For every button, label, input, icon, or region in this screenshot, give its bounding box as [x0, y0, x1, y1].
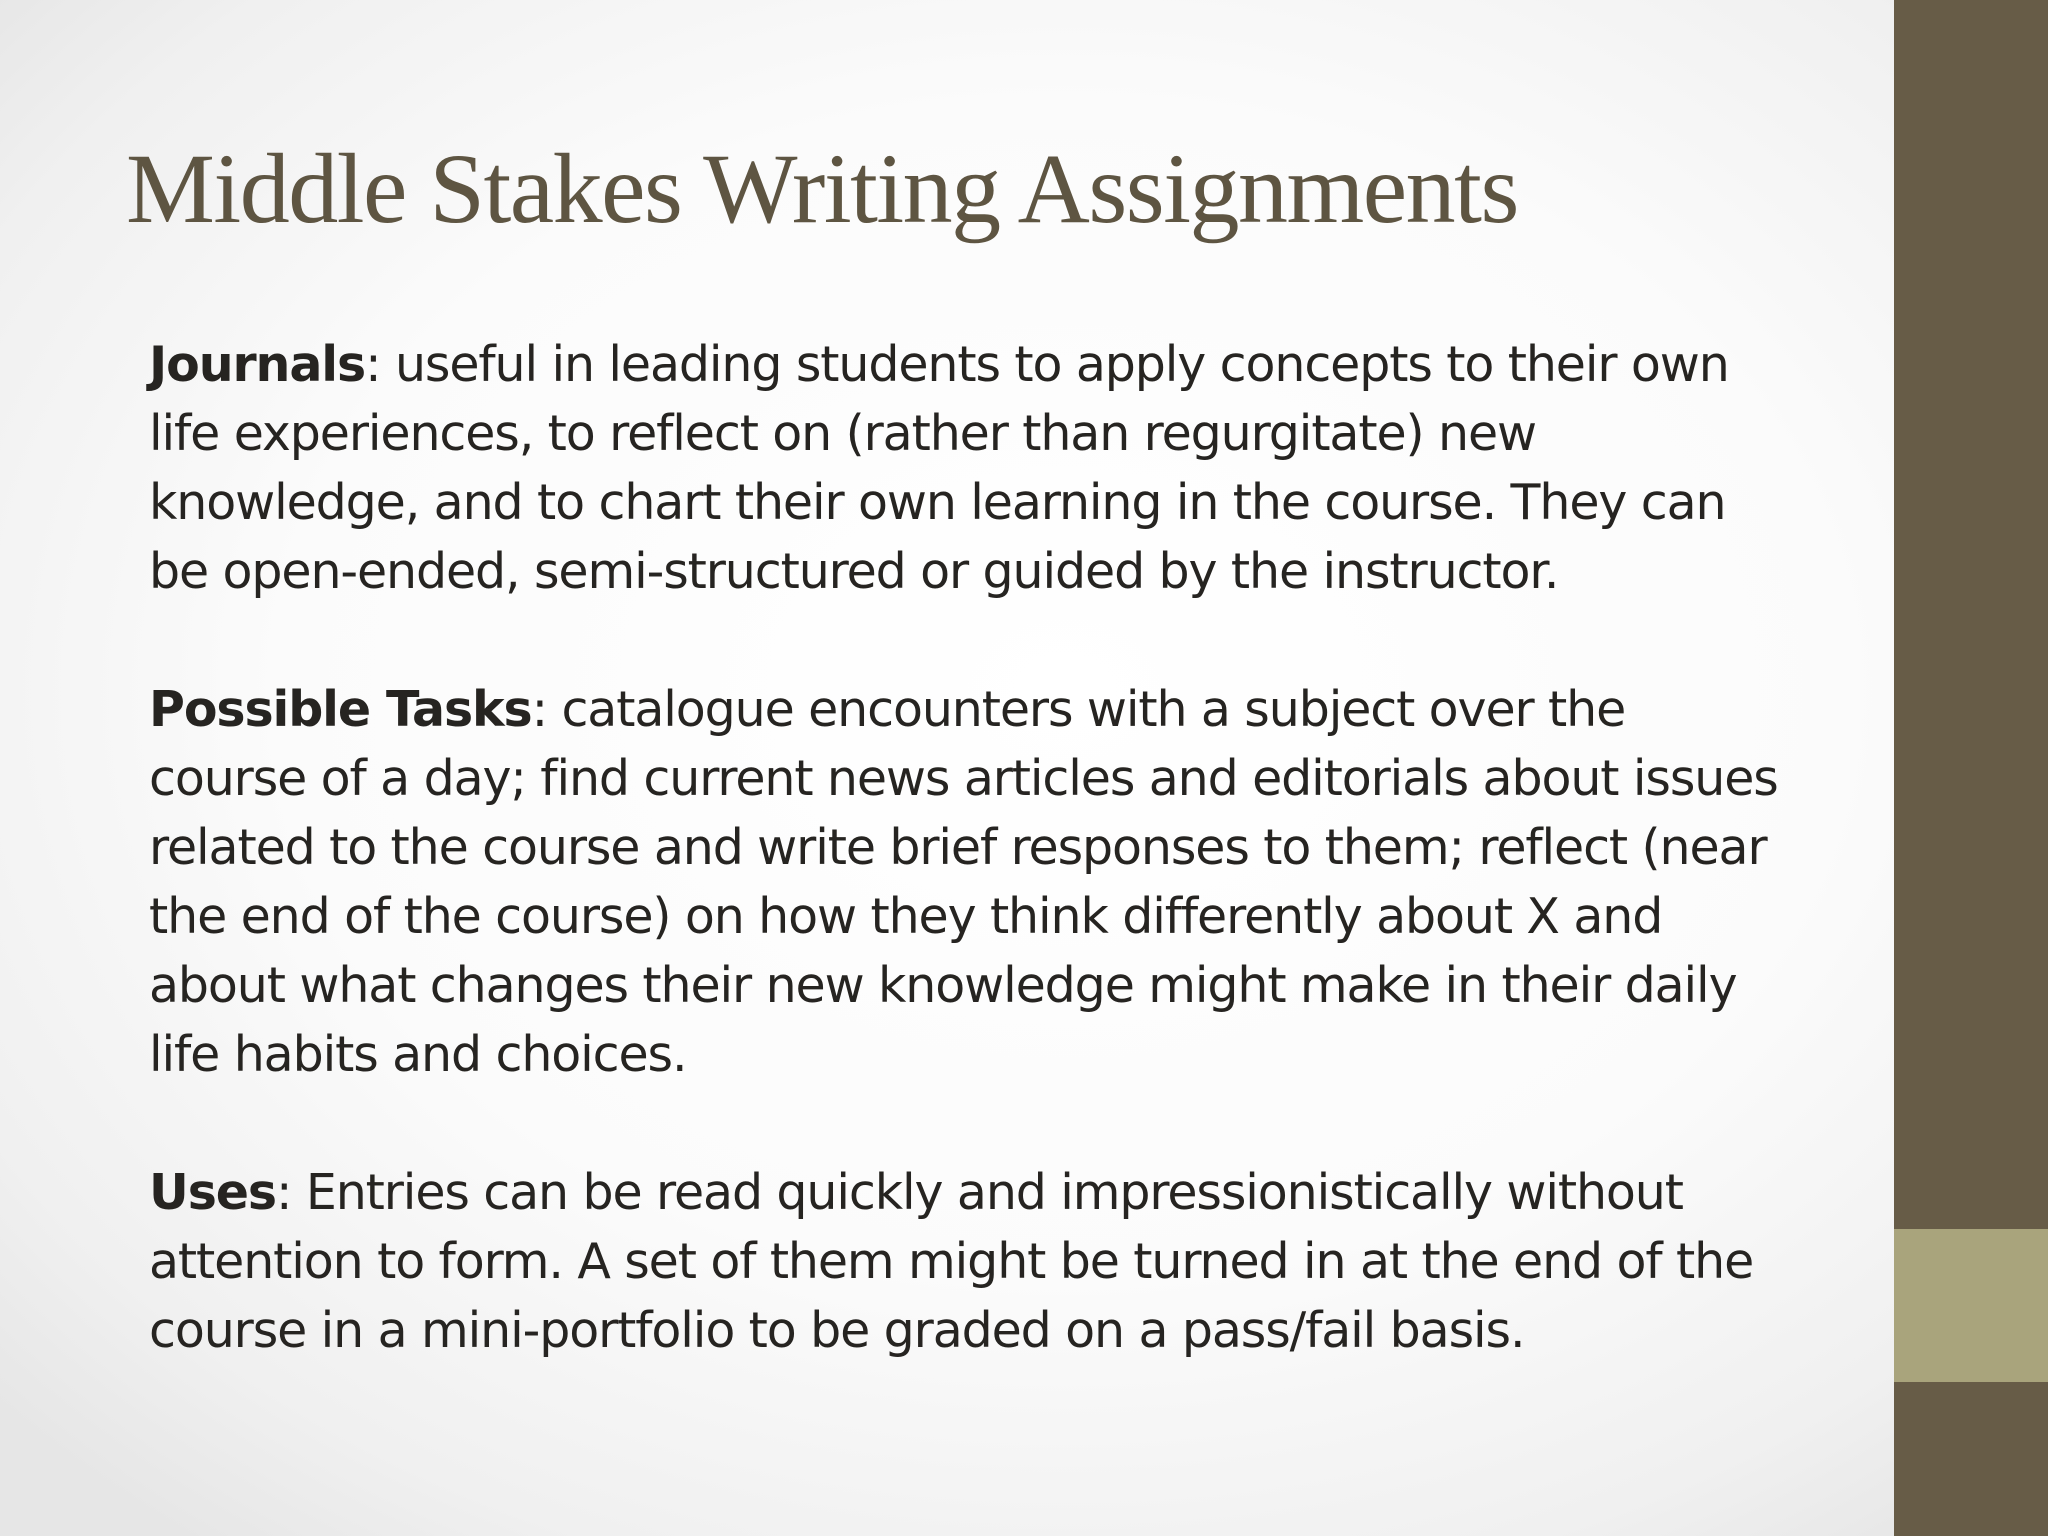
paragraph-journals: [149, 330, 1789, 606]
text-journals: : useful in leading students to apply concepts to their own life experiences, to reflect on (rather than regurgitate) new knowledge, and to chart their own learning in the course. They can be open-ended, semi-structured or guided by the instructor.: [149, 336, 1729, 600]
paragraph-possible-tasks: [149, 675, 1789, 1089]
term-uses: Uses: [149, 1164, 276, 1221]
decorative-side-accent: [1894, 1229, 2048, 1382]
slide-body: [149, 330, 1789, 1365]
text-possible-tasks: : catalogue encounters with a subject over the course of a day; find current news articles and editorials about issues related to the course and write brief responses to them; reflect (near the end of the course) on how they think differently about X and about what changes their new knowledge might make in their daily life habits and choices.: [149, 681, 1778, 1083]
paragraph-uses: [149, 1158, 1789, 1365]
decorative-side-bar: [1894, 0, 2048, 1536]
term-journals: Journals: [149, 336, 366, 393]
text-uses: : Entries can be read quickly and impressionistically without attention to form. A set of them might be turned in at the end of the course in a mini-portfolio to be graded on a pass/fail basis.: [149, 1164, 1754, 1359]
slide-title: Middle Stakes Writing Assignments: [126, 133, 1518, 244]
term-possible-tasks: Possible Tasks: [149, 681, 532, 738]
